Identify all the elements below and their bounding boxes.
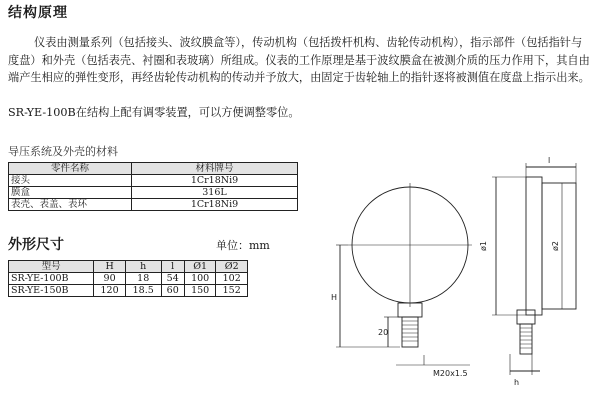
material-grade: 316L [132,187,298,199]
dimensions-table [8,260,248,297]
label-thread: M20x1.5 [433,369,468,378]
column-header: 型号 [9,261,94,273]
table-row [9,175,298,187]
label-d1: ø1 [479,241,488,251]
value-cell: 18 [125,273,161,285]
thread-hatching [402,321,418,341]
description-paragraph: 仪表由测量系列（包括接头、波纹膜盒等），传动机构（包括拨杆机构、齿轮传动机构），指示部件（包括指针与度盘）和外壳（包括表壳、衬圈和表玻璃）所组成。仪表的工作原理是基于波纹膜盒在被测介质的压力作用下，其自由端产生相应的弹性变形，再经齿轮传动机构的传动并予放大，由固定于齿轮轴上的指针逐将被测值在度盘上指示出来。 [8,36,590,84]
column-header: Ø2 [216,261,248,273]
label-h: h [514,378,520,387]
part-name: 膜盒 [9,187,132,199]
label-H: H [331,293,338,302]
table-row [9,273,248,285]
table-header-row [9,163,298,175]
label-l: l [548,156,551,165]
value-cell: 18.5 [125,285,161,297]
value-cell: 100 [184,273,216,285]
materials-heading: 导压系统及外壳的材料 [8,145,118,158]
model-cell: SR-YE-100B [9,273,94,285]
materials-table [8,162,298,211]
column-header: 零件名称 [9,163,132,175]
value-cell: 102 [216,273,248,285]
threaded-connector [402,317,418,347]
unit-label: 单位：mm [216,239,270,252]
dimensions-heading: 外形尺寸 [8,237,64,253]
table-row [9,199,298,211]
section-title: 结构原理 [8,5,68,21]
gauge-dimension-drawing [300,155,598,399]
column-header: h [125,261,161,273]
table-row [9,285,248,297]
value-cell: 120 [94,285,126,297]
value-cell: 90 [94,273,126,285]
material-grade: 1Cr18Ni9 [132,199,298,211]
value-cell: 60 [161,285,184,297]
value-cell: 54 [161,273,184,285]
part-name: 接头 [9,175,132,187]
side-threaded-connector [520,324,532,354]
column-header: Ø1 [184,261,216,273]
column-header: 材料牌号 [132,163,298,175]
table-header-row [9,261,248,273]
gauge-side-case [526,177,542,315]
table-row [9,187,298,199]
label-20: 20 [378,328,389,337]
model-cell: SR-YE-150B [9,285,94,297]
value-cell: 150 [184,285,216,297]
material-grade: 1Cr18Ni9 [132,175,298,187]
column-header: l [161,261,184,273]
value-cell: 152 [216,285,248,297]
column-header: H [94,261,126,273]
label-d2: ø2 [551,241,560,251]
zero-adjust-note: SR-YE-100B在结构上配有调零装置，可以方便调整零位。 [8,106,300,119]
part-name: 表壳、表盖、表环 [9,199,132,211]
